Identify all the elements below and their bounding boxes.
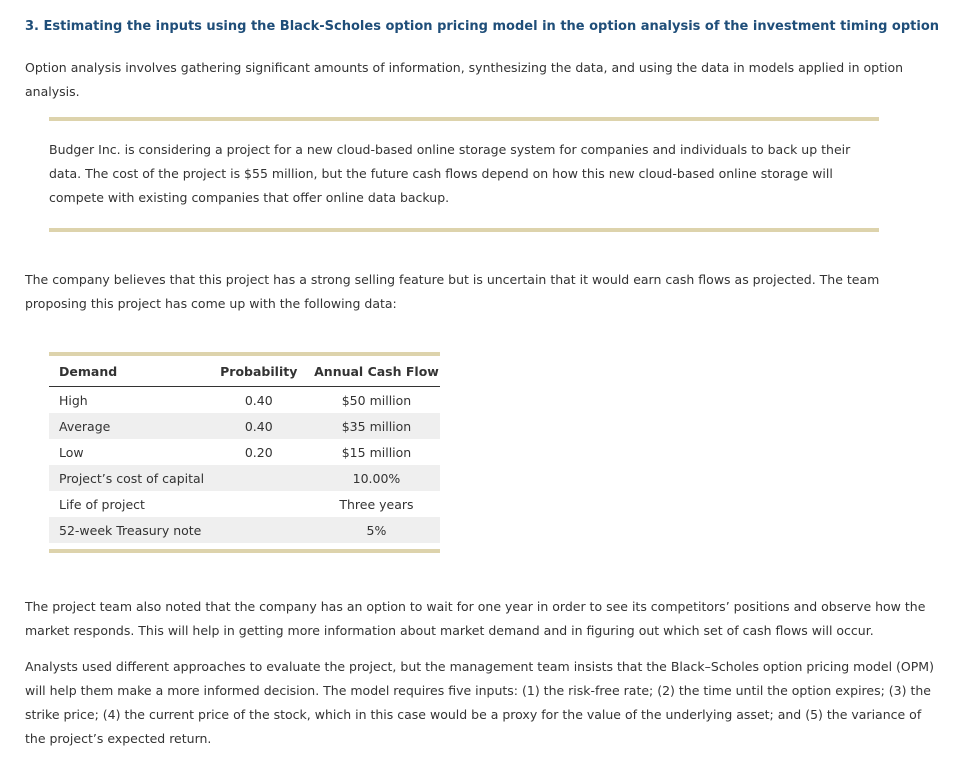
row-value: 5% — [313, 517, 440, 543]
header-annual-cash-flow: Annual Cash Flow — [313, 356, 440, 387]
header-probability: Probability — [205, 356, 313, 387]
table-header-row — [49, 356, 440, 387]
row-probability: 0.40 — [205, 413, 313, 439]
row-label: Average — [49, 413, 205, 439]
row-probability — [205, 491, 313, 517]
project-belief-paragraph: The company believes that this project has a strong selling feature but is uncertain that it would earn cash flows as projected. The team proposing this project has come up with the following data: — [25, 272, 880, 311]
row-label: Project’s cost of capital — [49, 465, 205, 491]
table-row — [49, 491, 440, 517]
black-scholes-paragraph: Analysts used different approaches to evaluate the project, but the management team insists that the Black–Scholes option pricing model (OPM) will help them make a more informed decision. The model requires five inputs: (1) the risk-free rate; (2) the time until the option expires; (3) the strike price; (4) the current price of the stock, which in this case would be a proxy for the value of the underlying asset; and (5) the variance of the project’s expected return. — [25, 659, 934, 746]
table-row — [49, 387, 440, 414]
table-row — [49, 439, 440, 465]
case-top-rule — [49, 117, 879, 121]
row-label: Life of project — [59, 496, 145, 512]
project-data-table — [49, 352, 440, 553]
case-description: Budger Inc. is considering a project for a new cloud-based online storage system for companies and individuals to back up their data. The cost of the project is $55 million, but the future cash flows depend on how this new cloud-based online storage will compete with existing companies that offer online data backup. — [49, 142, 851, 205]
row-label: Low — [59, 444, 84, 460]
row-value: 10.00% — [313, 465, 440, 491]
table-row — [49, 465, 440, 491]
table-row — [49, 413, 440, 439]
row-value: $50 million — [341, 392, 412, 408]
row-probability: 0.40 — [244, 392, 273, 408]
row-value: $15 million — [341, 444, 412, 460]
row-label: 52-week Treasury note — [49, 517, 205, 543]
row-probability — [205, 465, 313, 491]
section-heading: 3. Estimating the inputs using the Black-Scholes option pricing model in the option analysis of the investment timing option — [25, 19, 940, 34]
option-to-wait-paragraph: The project team also noted that the company has an option to wait for one year in order to see its competitors’ positions and observe how the market responds. This will help in getting more information about market demand and in figuring out which set of cash flows will occur. — [25, 599, 926, 638]
row-probability — [205, 517, 313, 543]
table-bottom-rule — [49, 549, 440, 553]
case-bottom-rule — [49, 228, 879, 232]
row-label: High — [59, 392, 88, 408]
table-row — [49, 517, 440, 543]
row-value: $35 million — [313, 413, 440, 439]
row-probability: 0.20 — [244, 444, 273, 460]
row-value: Three years — [339, 496, 414, 512]
intro-paragraph: Option analysis involves gathering significant amounts of information, synthesizing the data, and using the data in models applied in option analysis. — [25, 60, 904, 99]
header-demand: Demand — [49, 356, 205, 387]
